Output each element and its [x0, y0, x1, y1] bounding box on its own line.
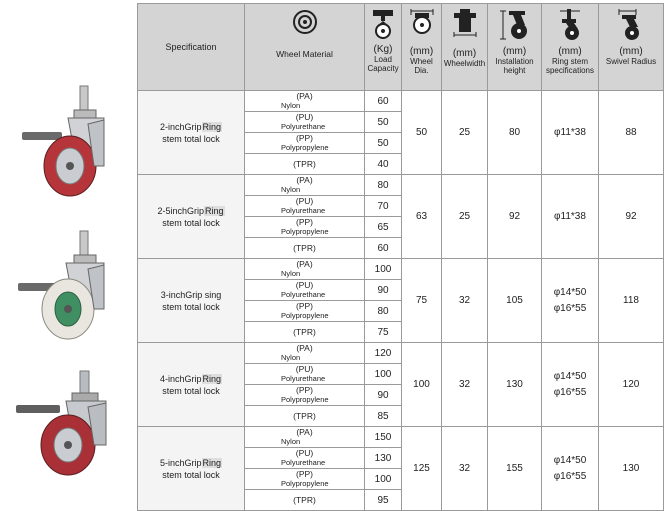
table-row — [138, 91, 664, 112]
table-row — [138, 175, 664, 196]
spec-description — [138, 343, 245, 427]
spec-table — [137, 3, 664, 511]
material-cell — [245, 91, 365, 112]
ring-text: Ring — [205, 205, 224, 216]
stem-spec-line: φ14*50 — [553, 286, 587, 298]
load-capacity-cell: 95 — [365, 490, 402, 511]
load-capacity-cell: 40 — [365, 154, 402, 175]
load-capacity-cell: 50 — [365, 133, 402, 154]
material-cell — [245, 175, 365, 196]
stem-spec-line: φ16*55 — [553, 386, 587, 398]
material-name: Nylon — [281, 353, 301, 362]
material-code: (PA) — [296, 91, 313, 101]
grip-text: Grip — [184, 121, 202, 132]
installation-height-cell: 130 — [488, 343, 542, 427]
grip-text: Grip — [184, 373, 202, 384]
table-row — [138, 343, 664, 364]
swivel-radius-cell: 120 — [599, 343, 664, 427]
material-cell — [245, 448, 365, 469]
material-name: Polyurethane — [281, 290, 326, 299]
material-cell — [245, 490, 365, 511]
material-code: (PU) — [295, 112, 314, 122]
load-capacity-cell: 60 — [365, 91, 402, 112]
table-row — [138, 259, 664, 280]
material-code: (PA) — [296, 175, 313, 185]
size-text: 2-inch — [159, 121, 185, 132]
load-capacity-cell: 85 — [365, 406, 402, 427]
grip-text: inchGrip — [170, 205, 204, 216]
material-code: (PU) — [295, 448, 314, 458]
stem-spec-line: φ11*38 — [554, 210, 586, 222]
material-cell — [245, 280, 365, 301]
stem-lock-text: stem total lock — [162, 217, 220, 228]
ring-text: Ring — [202, 373, 222, 384]
material-name: Nylon — [281, 185, 301, 194]
installation-height-cell: 155 — [488, 427, 542, 511]
wheel-dia-cell: 75 — [402, 259, 442, 343]
material-cell — [245, 343, 365, 364]
spec-description — [138, 175, 245, 259]
material-code: (TPR) — [293, 495, 316, 505]
caster-white-wheel-image — [8, 225, 120, 345]
material-code: (PU) — [295, 196, 314, 206]
material-code: (PA) — [296, 259, 313, 269]
load-capacity-cell: 75 — [365, 322, 402, 343]
swivel-radius-icon — [616, 9, 646, 41]
grip-text: Grip — [184, 457, 202, 468]
wheel-dia-cell: 100 — [402, 343, 442, 427]
material-cell — [245, 154, 365, 175]
material-code: (TPR) — [293, 411, 316, 421]
installation-height-cell: 105 — [488, 259, 542, 343]
material-code: (PA) — [296, 427, 313, 437]
load-capacity-cell: 90 — [365, 280, 402, 301]
size-text: 2-5 — [157, 205, 171, 216]
load-capacity-cell: 130 — [365, 448, 402, 469]
wheel-icon — [292, 9, 318, 35]
material-cell — [245, 364, 365, 385]
material-name: Polypropylene — [281, 227, 329, 236]
load-capacity-cell: 100 — [365, 259, 402, 280]
height-unit: (mm) — [502, 46, 527, 57]
dia-label: Wheel Dia. — [410, 57, 433, 75]
material-cell — [245, 469, 365, 490]
material-cell — [245, 385, 365, 406]
material-cell — [245, 301, 365, 322]
material-cell — [245, 196, 365, 217]
material-code: (PP) — [296, 469, 313, 479]
material-name: Nylon — [281, 101, 301, 110]
material-cell — [245, 133, 365, 154]
header-row — [138, 4, 664, 91]
swivel-radius-cell: 130 — [599, 427, 664, 511]
ring-text: Ring — [202, 121, 222, 132]
material-name: Polypropylene — [281, 479, 329, 488]
load-capacity-cell: 50 — [365, 112, 402, 133]
ring-text: Ring — [202, 457, 222, 468]
table-row — [138, 427, 664, 448]
load-label: Load Capacity — [367, 55, 399, 73]
ring-stem-icon — [554, 9, 586, 41]
product-images — [0, 0, 136, 499]
height-label: Installation height — [495, 57, 534, 75]
material-name: Polypropylene — [281, 311, 329, 320]
wheel-width-icon — [450, 9, 480, 37]
wheel-width-cell: 32 — [442, 343, 488, 427]
spec-description — [138, 427, 245, 511]
grip-text: Grip sing — [185, 289, 222, 300]
ring-stem-cell — [542, 175, 599, 259]
specification-header: Specification — [165, 42, 217, 52]
width-unit: (mm) — [452, 48, 477, 59]
material-name: Polyurethane — [281, 374, 326, 383]
stem-spec-line: φ16*55 — [553, 302, 587, 314]
size-text: 5-inch — [159, 457, 185, 468]
stem-unit: (mm) — [558, 46, 582, 57]
stem-spec-line: φ14*50 — [553, 370, 587, 382]
size-text: 3-inch — [160, 289, 186, 300]
load-capacity-cell: 60 — [365, 238, 402, 259]
load-capacity-cell: 80 — [365, 301, 402, 322]
stem-lock-text: stem total lock — [162, 133, 220, 144]
material-cell — [245, 238, 365, 259]
installation-height-cell: 80 — [488, 91, 542, 175]
load-capacity-cell: 65 — [365, 217, 402, 238]
spec-description — [138, 259, 245, 343]
stem-spec-line: φ11*38 — [554, 126, 586, 138]
wheel-material-header: Wheel Material — [276, 49, 333, 59]
material-name: Nylon — [281, 437, 301, 446]
width-label: Wheelwidth — [443, 59, 486, 68]
wheel-diameter-icon — [407, 9, 437, 35]
load-capacity-cell: 70 — [365, 196, 402, 217]
wheel-width-cell: 32 — [442, 427, 488, 511]
material-code: (PP) — [296, 217, 313, 227]
load-capacity-cell: 120 — [365, 343, 402, 364]
material-name: Nylon — [281, 269, 301, 278]
wheel-dia-cell: 125 — [402, 427, 442, 511]
radius-label: Swivel Radius — [605, 57, 657, 66]
load-capacity-icon — [370, 9, 396, 39]
size-text: 4-inch — [159, 373, 185, 384]
load-capacity-cell: 80 — [365, 175, 402, 196]
swivel-radius-cell: 118 — [599, 259, 664, 343]
material-cell — [245, 112, 365, 133]
material-cell — [245, 406, 365, 427]
material-cell — [245, 427, 365, 448]
ring-stem-cell — [542, 91, 599, 175]
material-code: (PP) — [296, 133, 313, 143]
swivel-radius-cell: 88 — [599, 91, 664, 175]
load-capacity-cell: 100 — [365, 469, 402, 490]
material-code: (PA) — [296, 343, 313, 353]
wheel-width-cell: 25 — [442, 91, 488, 175]
stem-spec-line: φ16*55 — [553, 470, 587, 482]
material-cell — [245, 217, 365, 238]
wheel-dia-cell: 50 — [402, 91, 442, 175]
material-name: Polyurethane — [281, 122, 326, 131]
spec-description — [138, 91, 245, 175]
wheel-width-cell: 32 — [442, 259, 488, 343]
material-cell — [245, 259, 365, 280]
wheel-width-cell: 25 — [442, 175, 488, 259]
material-code: (PU) — [295, 280, 314, 290]
load-capacity-cell: 100 — [365, 364, 402, 385]
material-code: (TPR) — [293, 327, 316, 337]
stem-spec-line: φ14*50 — [553, 454, 587, 466]
material-name: Polypropylene — [281, 395, 329, 404]
material-name: Polyurethane — [281, 458, 326, 467]
caster-red-wheel-image — [8, 365, 120, 485]
ring-stem-cell — [542, 427, 599, 511]
stem-lock-text: stem total lock — [162, 385, 220, 396]
stem-lock-text: stem total lock — [162, 301, 220, 312]
load-unit: (Kg) — [373, 44, 393, 55]
radius-unit: (mm) — [619, 46, 643, 57]
material-code: (PP) — [296, 385, 313, 395]
wheel-dia-cell: 63 — [402, 175, 442, 259]
load-capacity-cell: 90 — [365, 385, 402, 406]
load-capacity-cell: 150 — [365, 427, 402, 448]
material-code: (TPR) — [293, 243, 316, 253]
ring-stem-cell — [542, 343, 599, 427]
material-cell — [245, 322, 365, 343]
material-code: (PU) — [295, 364, 314, 374]
material-code: (PP) — [296, 301, 313, 311]
material-name: Polypropylene — [281, 143, 329, 152]
material-code: (TPR) — [293, 159, 316, 169]
caster-red-wheel-image — [8, 80, 120, 200]
stem-lock-text: stem total lock — [162, 469, 220, 480]
stem-label: Ring stem specifications — [545, 57, 595, 75]
swivel-radius-cell: 92 — [599, 175, 664, 259]
dia-unit: (mm) — [409, 46, 434, 57]
installation-height-icon — [499, 9, 531, 41]
material-name: Polyurethane — [281, 206, 326, 215]
ring-stem-cell — [542, 259, 599, 343]
installation-height-cell: 92 — [488, 175, 542, 259]
